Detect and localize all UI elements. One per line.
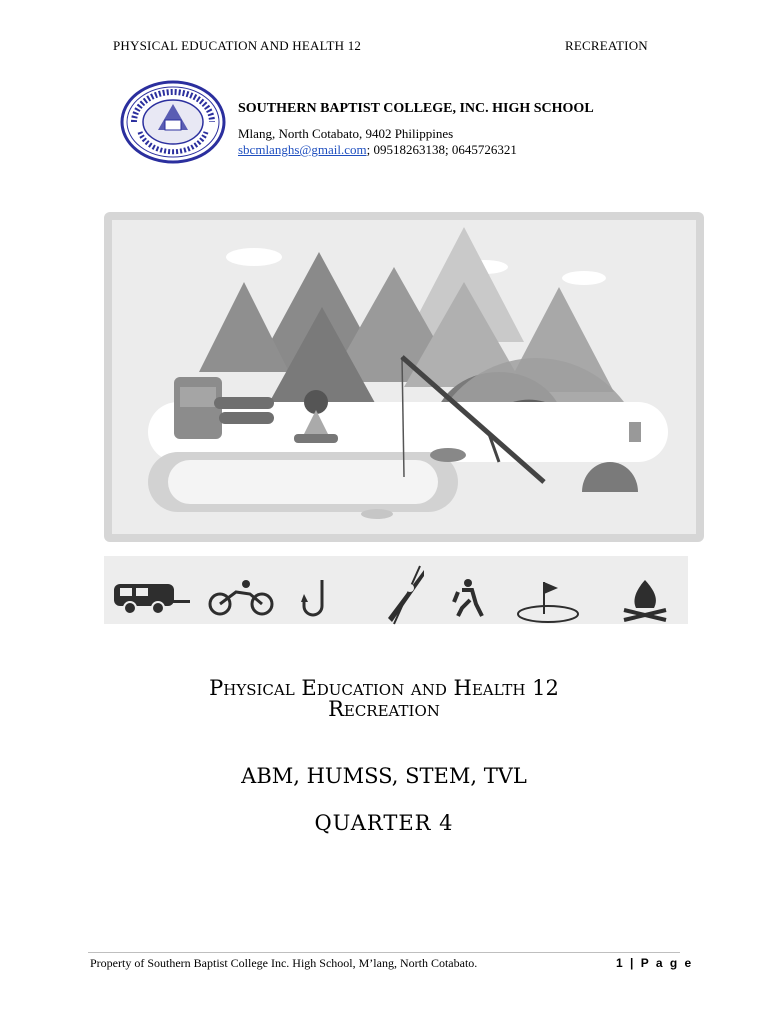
hiker-icon — [450, 578, 490, 620]
footer-property-text: Property of Southern Baptist College Inc. High School, M’lang, North Cotabato. — [90, 956, 478, 970]
campfire-icon — [620, 576, 670, 622]
golf-flag-icon — [512, 576, 584, 624]
school-phones: ; 09518263138; 0645726321 — [366, 142, 517, 157]
page-number: 1 | P a g e — [616, 956, 694, 970]
camper-van-icon — [112, 578, 192, 616]
fishing-hook-icon — [300, 578, 334, 620]
school-seal-logo — [120, 80, 226, 164]
running-header-section: RECREATION — [565, 38, 648, 53]
footer-divider — [88, 952, 680, 953]
cyclist-icon — [206, 578, 278, 616]
quarter-label: QUARTER 4 — [314, 811, 454, 835]
kayak-icon — [380, 564, 432, 626]
school-contact — [238, 142, 517, 158]
strands-label: ABM, HUMSS, STEM, TVL — [241, 764, 527, 788]
document-title: Physical Education and Health 12 — [209, 676, 559, 700]
running-header-title: PHYSICAL EDUCATION AND HEALTH 12 — [113, 38, 362, 53]
school-email-link[interactable]: sbcmlanghs@gmail.com — [238, 142, 367, 157]
school-name: SOUTHERN BAPTIST COLLEGE, INC. HIGH SCHOOL — [238, 101, 594, 116]
camping-illustration — [104, 212, 704, 542]
document-subtitle: Recreation — [328, 697, 440, 721]
school-address: Mlang, North Cotabato, 9402 Philippines — [238, 126, 454, 141]
